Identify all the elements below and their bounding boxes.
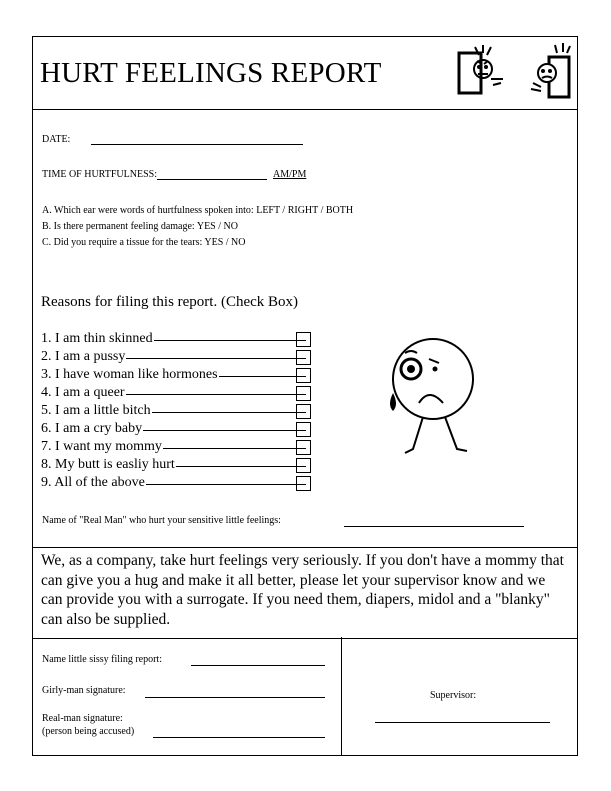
- question-a: A. Which ear were words of hurtfulness spoken into: LEFT / RIGHT / BOTH: [42, 205, 354, 216]
- real-man-field[interactable]: [344, 526, 524, 527]
- reason-label: 5. I am a little bitch: [41, 403, 151, 418]
- time-field[interactable]: [157, 179, 267, 180]
- company-statement-section: [33, 547, 577, 639]
- question-b: B. Is there permanent feeling damage: YES / NO: [42, 221, 238, 232]
- reason-label: 7. I want my mommy: [41, 439, 162, 454]
- date-label: DATE:: [42, 134, 71, 145]
- form-header: [33, 37, 577, 110]
- reason-row: [41, 439, 316, 457]
- crying-monocle-figure-icon: [371, 331, 491, 466]
- real-man-signature-field[interactable]: [153, 737, 325, 738]
- reasons-title: Reasons for filing this report. (Check Box): [41, 294, 299, 310]
- reason-label: 6. I am a cry baby: [41, 421, 143, 436]
- reason-row: [41, 367, 316, 385]
- footer-divider: [341, 637, 342, 756]
- reason-label: 2. I am a pussy: [41, 349, 126, 364]
- hurt-feelings-form: [32, 36, 578, 756]
- supervisor-label: Supervisor:: [430, 690, 477, 701]
- real-man-signature-label: Real-man signature:: [42, 713, 123, 724]
- reason-label: 8. My butt is easliy hurt: [41, 457, 175, 472]
- reason-label: 1. I am thin skinned: [41, 331, 153, 346]
- reason-row: [41, 385, 316, 403]
- angry-face-figure-icon: [453, 43, 513, 101]
- time-label: TIME OF HURTFULNESS:: [42, 169, 157, 180]
- reason-row: [41, 403, 316, 421]
- supervisor-signature-field[interactable]: [375, 722, 550, 723]
- sad-face-figure-icon: [523, 43, 575, 101]
- reason-label: 4. I am a queer: [41, 385, 125, 400]
- name-filer-label: Name little sissy filing report:: [42, 654, 162, 665]
- girly-man-signature-field[interactable]: [145, 697, 325, 698]
- real-man-label: Name of "Real Man" who hurt your sensitive little feelings:: [42, 515, 281, 526]
- name-filer-field[interactable]: [191, 665, 325, 666]
- reason-row: [41, 457, 316, 475]
- real-man-signature-sublabel: (person being accused): [42, 726, 135, 737]
- reason-row: [41, 349, 316, 367]
- reason-row: [41, 331, 316, 349]
- date-field[interactable]: [91, 144, 303, 145]
- reason-row: [41, 421, 316, 439]
- question-c: C. Did you require a tissue for the tears: YES / NO: [42, 237, 246, 248]
- reason-row: [41, 475, 316, 493]
- reason-label: 3. I have woman like hormones: [41, 367, 218, 382]
- girly-man-signature-label: Girly-man signature:: [42, 685, 126, 696]
- ampm-label: AM/PM: [273, 169, 307, 180]
- reason-label: 9. All of the above: [41, 475, 145, 490]
- form-title: HURT FEELINGS REPORT: [40, 57, 382, 89]
- company-statement: We, as a company, take hurt feelings very seriously. If you don't have a mommy that can give you a hug and make it all better, please let your supervisor know and we can provide you with a surrogate. If you need them, diapers, midol and a "blanky" can also be supplied.: [41, 552, 564, 628]
